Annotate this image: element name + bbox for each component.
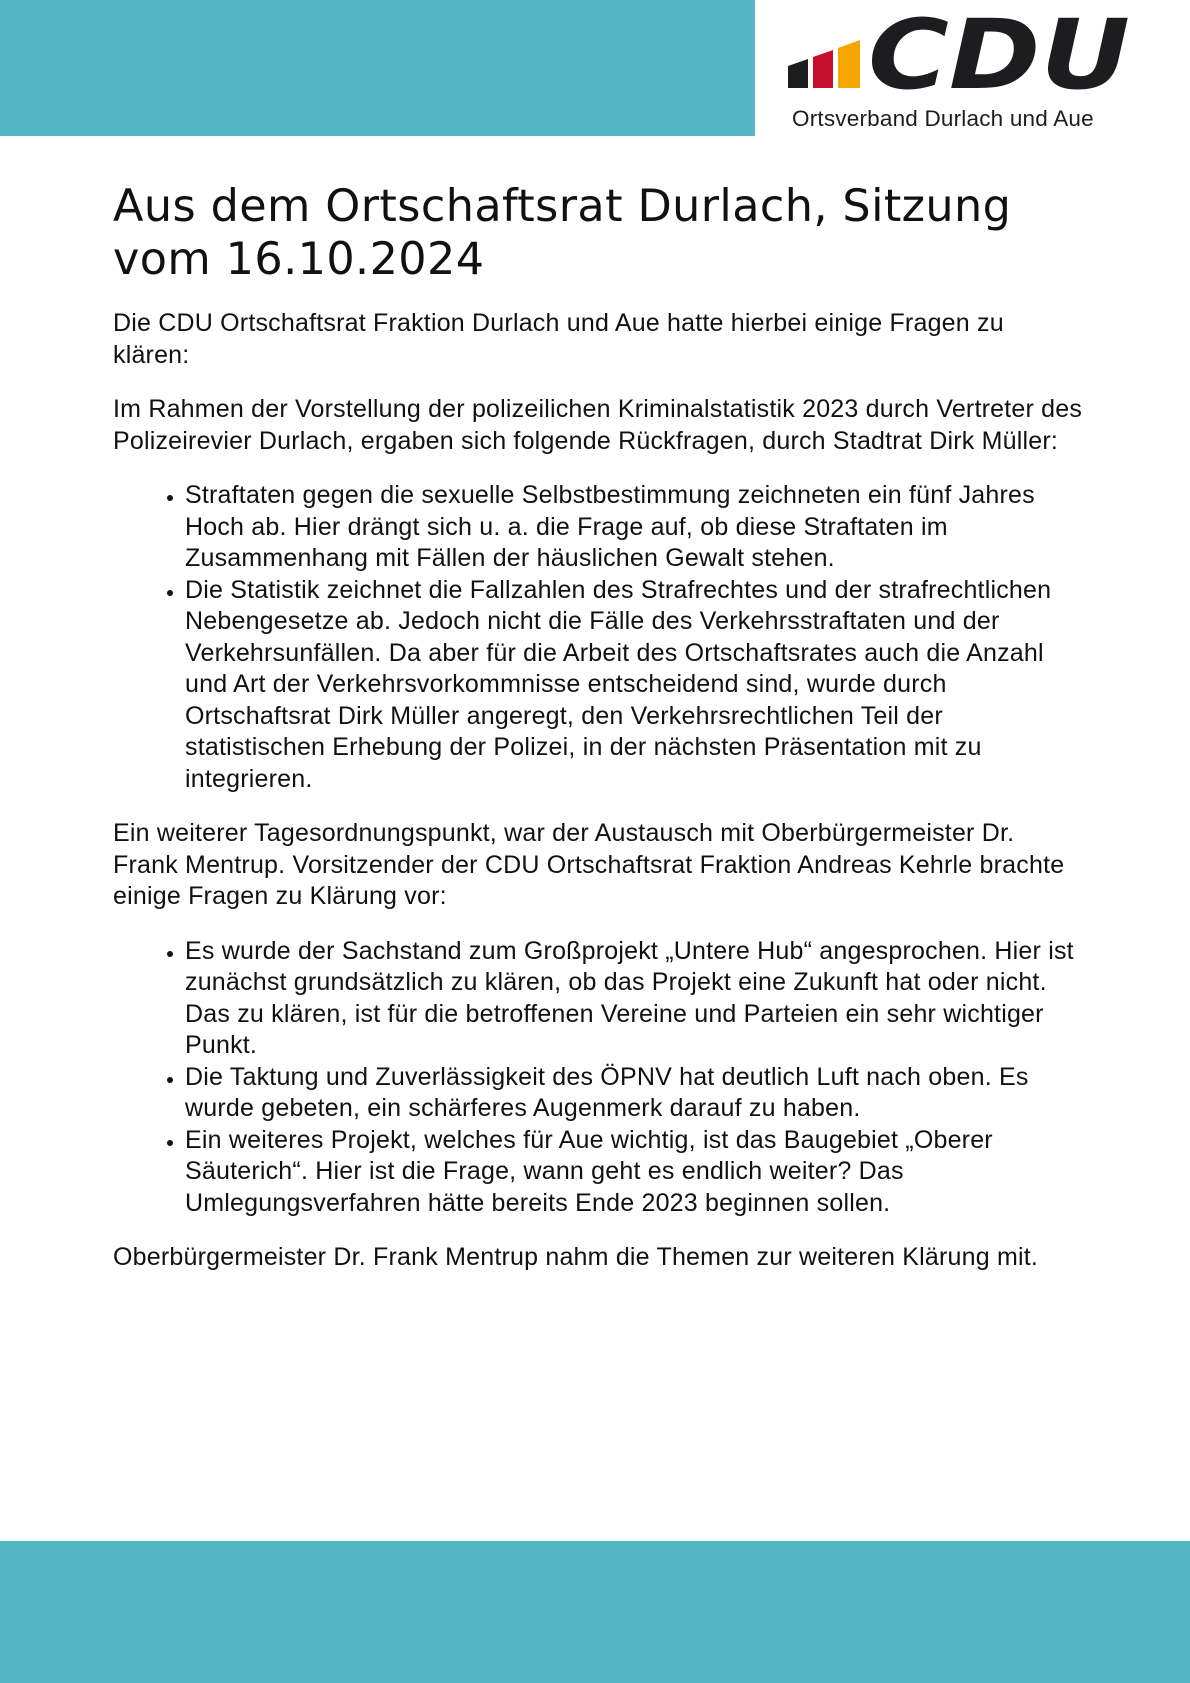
cdu-logo-mark	[788, 14, 1136, 94]
article	[113, 180, 1083, 1297]
list-item: • Ein weiteres Projekt, welches für Aue wichtig, ist das Baugebiet „Oberer Säuterich“. Hier ist die Frage, wann geht es endlich weiter? Das Umlegungsverfahren hätte bereits Ende 2023 beginnen sollen.	[185, 1125, 1083, 1220]
list-item: • Die Statistik zeichnet die Fallzahlen des Strafrechtes und der strafrechtlichen Nebengesetze ab. Jedoch nicht die Fälle des Verkehrsstraftaten und der Verkehrsunfällen. Da aber für die Arbeit des Ortschaftsrates auch die Anzahl und Art der Verkehrsvorkommnisse entscheidend sind, wurde durch Ortschaftsrat Dirk Müller angeregt, den Verkehrsrechtlichen Teil der statistischen Erhebung der Polizei, in der nächsten Präsentation mit zu integrieren.	[185, 575, 1083, 796]
closing-paragraph: Oberbürgermeister Dr. Frank Mentrup nahm die Themen zur weiteren Klärung mit.	[113, 1243, 1039, 1271]
logo-bar-dark	[788, 59, 808, 88]
footer-color-band	[0, 1541, 1190, 1683]
section2-list	[113, 936, 1083, 1220]
list-item: • Straftaten gegen die sexuelle Selbstbestimmung zeichneten ein fünf Jahres Hoch ab. Hier drängt sich u. a. die Frage auf, ob diese Straftaten im Zusammenhang mit Fällen der häuslichen Gewalt stehen.	[185, 480, 1083, 575]
logo-subtitle: Ortsverband Durlach und Aue	[792, 106, 1094, 131]
list-item: • Es wurde der Sachstand zum Großprojekt „Untere Hub“ angesprochen. Hier ist zunächst grundsätzlich zu klären, ob das Projekt eine Zukunft hat oder nicht. Das zu klären, ist für die betroffenen Vereine und Parteien ein sehr wichtiger Punkt.	[185, 936, 1083, 1062]
cdu-logo	[788, 14, 1136, 134]
section1-list	[113, 480, 1083, 795]
section1-paragraph: Im Rahmen der Vorstellung der polizeilichen Kriminalstatistik 2023 durch Vertreter des Polizeirevier Durlach, ergaben sich folgende Rückfragen, durch Stadtrat Dirk Müller:	[113, 395, 1083, 455]
header-color-band	[0, 0, 755, 136]
section2-paragraph: Ein weiterer Tagesordnungspunkt, war der Austausch mit Oberbürgermeister Dr. Frank Mentrup. Vorsitzender der CDU Ortschaftsrat Fraktion Andreas Kehrle brachte einige Fragen zu Klärung vor:	[113, 819, 1065, 910]
article-title: Aus dem Ortschaftsrat Durlach, Sitzung vom 16.10.2024	[113, 181, 1012, 285]
list-item: • Die Taktung und Zuverlässigkeit des ÖPNV hat deutlich Luft nach oben. Es wurde gebeten, ein schärferes Augenmerk darauf zu haben.	[185, 1062, 1083, 1125]
logo-bar-gold	[838, 40, 860, 88]
logo-wordmark: CDU	[868, 14, 1130, 94]
intro-paragraph: Die CDU Ortschaftsrat Fraktion Durlach und Aue hatte hierbei einige Fragen zu klären:	[113, 309, 1004, 369]
logo-bar-red	[813, 50, 833, 88]
